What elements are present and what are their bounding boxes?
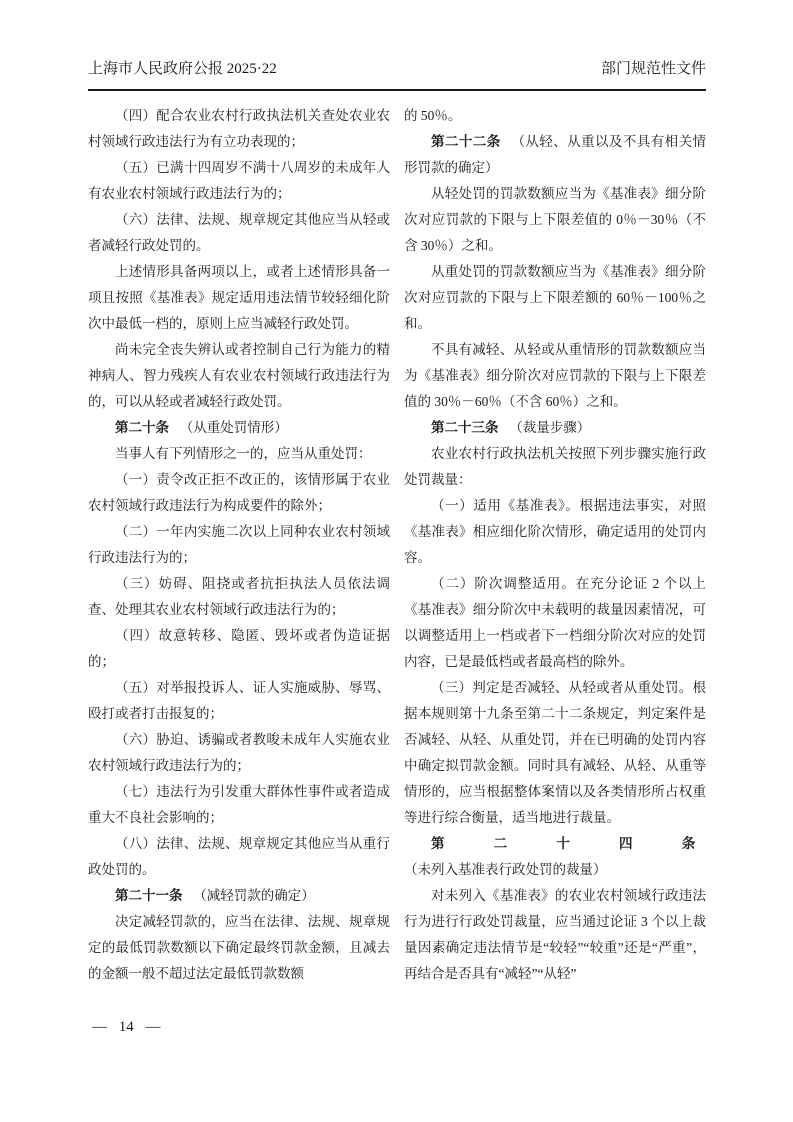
gazette-title: 上海市人民政府公报 2025·22 [88,61,277,77]
column-right [404,103,706,1023]
paragraph: 对未列入《基准表》的农业农村领域行政违法行为进行行政处罚裁量，应当通过论证 3 个以上裁量因素确定违法情节是“较轻”“较重”还是“严重”，再结合是否具有“减轻”“从轻” [404,888,706,981]
paragraph: 上述情形具备两项以上，或者上述情形具备一项且按照《基准表》规定适用违法情节较轻细化阶次中最低一档的，原则上应当减轻行政处罚。 [88,264,390,331]
paragraph: （四）配合农业农村行政执法机关查处农业农村领域行政违法行为有立功表现的； [88,108,390,149]
paragraph: （六）胁迫、诱骗或者教唆未成年人实施农业农村领域行政违法行为的； [88,732,390,773]
paragraph: （四）故意转移、隐匿、毁坏或者伪造证据的； [88,628,390,669]
paragraph: 不具有减轻、从轻或从重情形的罚款数额应当为《基准表》细分阶次对应罚款的下限与上下限差值的 30％－60％（不含 60％）之和。 [404,342,706,409]
paragraph: 农业农村行政执法机关按照下列步骤实施行政处罚裁量： [404,446,706,487]
article-title: （从重处罚情形） [179,420,288,435]
article-number: 第二十一条 [115,888,183,903]
section-label: 部门规范性文件 [600,61,706,77]
paragraph: （五）已满十四周岁不满十八周岁的未成年人有农业农村领域行政违法行为的； [88,160,390,201]
article-number: 第二十三条 [431,420,499,435]
paragraph: （一）适用《基准表》。根据违法事实，对照《基准表》相应细化阶次情形，确定适用的处罚内容。 [404,498,706,565]
page-footer [92,1019,161,1036]
article-title: （减轻罚款的确定） [193,888,315,903]
article-heading [404,415,706,441]
paragraph: （二）一年内实施二次以上同种农业农村领域行政违法行为的； [88,524,390,565]
header-rule [88,89,706,91]
paragraph: 决定减轻罚款的，应当在法律、法规、规章规定的最低罚款数额以下确定最终罚款金额，且减去的金额一般不超过法定最低罚款数额 [88,914,390,981]
article-number: 第二十四条 [431,836,696,851]
paragraph: 从轻处罚的罚款数额应当为《基准表》细分阶次对应罚款的下限与上下限差值的 0％－30％（不含 30％）之和。 [404,186,706,253]
paragraph: 尚未完全丧失辨认或者控制自己行为能力的精神病人、智力残疾人有农业农村领域行政违法行为的，可以从轻或者减轻行政处罚。 [88,342,390,409]
page-number: — 14 — [92,1019,161,1035]
paragraph: 从重处罚的罚款数额应当为《基准表》细分阶次对应罚款的下限与上下限差额的 60％－100％之和。 [404,264,706,331]
continuation-paragraph: 的 50％。 [404,108,462,123]
document-body [88,103,706,1023]
paragraph: （七）违法行为引发重大群体性事件或者造成重大不良社会影响的； [88,784,390,825]
paragraph: 当事人有下列情形之一的，应当从重处罚： [115,446,372,461]
article-title: （未列入基准表行政处罚的裁量） [404,862,607,877]
paragraph: （一）责令改正拒不改正的，该情形属于农业农村领域行政违法行为构成要件的除外； [88,472,390,513]
paragraph: （三）妨碍、阻挠或者抗拒执法人员依法调查、处理其农业农村领域行政违法行为的； [88,576,390,617]
paragraph: （三）判定是否减轻、从轻或者从重处罚。根据本规则第十九条至第二十二条规定，判定案件是否减轻、从轻、从重处罚，并在已明确的处罚内容中确定拟罚款金额。同时具有减轻、从轻、从重等情形的，应当根据整体案情以及各类情形所占权重等进行综合衡量，适当地进行裁量。 [404,680,706,825]
paragraph: （六）法律、法规、规章规定其他应当从轻或者减轻行政处罚的。 [88,212,390,253]
column-left [88,103,390,1023]
paragraph: （二）阶次调整适用。在充分论证 2 个以上《基准表》细分阶次中未载明的裁量因素情况，可以调整适用上一档或者下一档细分阶次对应的处罚内容，已是最低档或者最高档的除外。 [404,576,706,669]
article-heading [88,415,390,441]
page-header [88,58,706,80]
article-title: （从轻、从重以及不具有相关情形罚款的确定） [404,134,706,175]
article-heading [404,129,706,181]
article-number: 第二十条 [115,420,169,435]
article-heading [88,883,390,909]
article-heading [404,831,706,883]
paragraph: （五）对举报投诉人、证人实施威胁、辱骂、殴打或者打击报复的； [88,680,390,721]
article-number: 第二十二条 [431,134,501,149]
paragraph: （八）法律、法规、规章规定其他应当从重行政处罚的。 [88,836,390,877]
article-title: （裁量步骤） [509,420,591,435]
